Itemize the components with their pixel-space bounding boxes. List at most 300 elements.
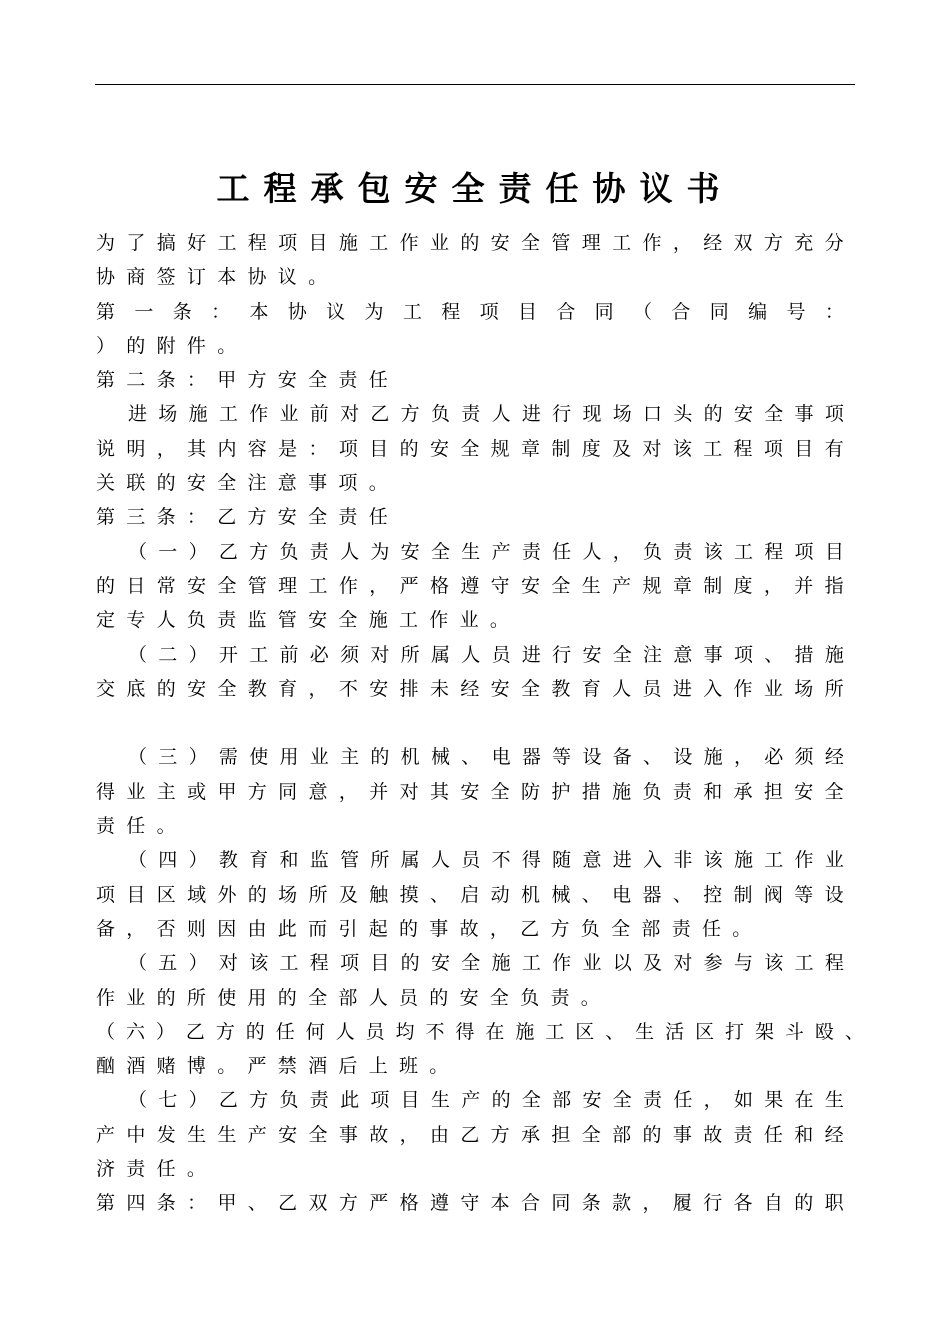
glyph: 、 <box>764 643 784 666</box>
glyph: 对 <box>218 952 238 975</box>
glyph: 各 <box>733 1192 753 1215</box>
glyph: 的 <box>703 403 723 426</box>
glyph: ， <box>399 1123 419 1146</box>
glyph: 进 <box>612 849 632 872</box>
glyph: 机 <box>400 746 420 769</box>
text-run: 责任。 <box>96 815 187 838</box>
glyph: 由 <box>429 1123 449 1146</box>
glyph: 进 <box>521 643 541 666</box>
glyph: 议 <box>326 300 346 323</box>
glyph: 属 <box>430 643 450 666</box>
glyph: 开 <box>218 643 238 666</box>
glyph: ， <box>763 574 783 597</box>
glyph: 项 <box>763 437 783 460</box>
glyph: 条 <box>172 300 192 323</box>
glyph: 、 <box>844 1020 864 1043</box>
glyph: 工 <box>249 643 269 666</box>
glyph: 属 <box>400 849 420 872</box>
section-heading <box>96 363 856 397</box>
glyph: 注 <box>643 643 663 666</box>
glyph: 设 <box>582 746 602 769</box>
text-run: 第三条：乙方安全责任 <box>96 506 400 529</box>
glyph: 使 <box>249 746 269 769</box>
glyph: 制 <box>703 574 723 597</box>
glyph: 并 <box>369 780 389 803</box>
glyph: 规 <box>490 437 510 460</box>
glyph: 协 <box>287 300 307 323</box>
glyph: 的 <box>370 746 390 769</box>
glyph: （ <box>128 1089 148 1112</box>
glyph: 电 <box>612 883 632 906</box>
glyph: 担 <box>551 1123 571 1146</box>
glyph: 与 <box>733 952 753 975</box>
glyph: 方 <box>763 232 783 254</box>
glyph: 人 <box>335 1020 355 1043</box>
glyph: 、 <box>429 883 449 906</box>
glyph: 中 <box>126 1123 146 1146</box>
justified-text <box>96 226 844 260</box>
glyph: 容 <box>247 437 267 460</box>
glyph: 安 <box>187 677 207 700</box>
glyph: 任 <box>763 1123 783 1146</box>
glyph: 均 <box>395 1020 415 1043</box>
glyph: 乙 <box>218 1089 238 1112</box>
glyph: 事 <box>794 403 814 426</box>
glyph: 业 <box>763 677 783 700</box>
glyph: 施 <box>824 643 844 666</box>
glyph: 管 <box>247 574 267 597</box>
glyph: ， <box>369 574 389 597</box>
glyph: 号 <box>786 300 806 323</box>
text-line <box>96 672 856 706</box>
glyph: 工 <box>218 403 238 426</box>
glyph: 项 <box>370 1089 390 1112</box>
glyph: 全 <box>217 574 237 597</box>
glyph: （ <box>128 849 148 872</box>
glyph: 常 <box>156 574 176 597</box>
glyph: 的 <box>400 952 420 975</box>
glyph: 全 <box>490 780 510 803</box>
glyph: 人 <box>491 403 511 426</box>
glyph: 安 <box>429 437 449 460</box>
glyph: 工 <box>764 849 784 872</box>
glyph: 员 <box>461 849 481 872</box>
glyph: 未 <box>429 677 449 700</box>
glyph: 乙 <box>460 1123 480 1146</box>
glyph: 打 <box>725 1020 745 1043</box>
glyph: 同 <box>594 300 614 323</box>
glyph: 目 <box>369 437 389 460</box>
glyph: 项 <box>278 232 298 254</box>
glyph: 和 <box>279 849 299 872</box>
glyph: 须 <box>340 643 360 666</box>
glyph: 合 <box>521 1192 541 1215</box>
glyph: 教 <box>247 677 267 700</box>
glyph: 程 <box>309 952 329 975</box>
glyph: 说 <box>96 437 116 460</box>
glyph: 生 <box>217 1123 237 1146</box>
glyph: 产 <box>491 540 511 563</box>
glyph: 安 <box>582 643 602 666</box>
glyph: 三 <box>158 746 178 769</box>
glyph: 项 <box>824 403 844 426</box>
glyph: 为 <box>96 232 116 254</box>
justified-text <box>96 878 844 912</box>
glyph: 七 <box>158 1089 178 1112</box>
glyph: 编 <box>748 300 768 323</box>
glyph: 果 <box>764 1089 784 1112</box>
text-run: 酗酒赌博。严禁酒后上班。 <box>96 1055 460 1078</box>
glyph: 任 <box>673 1089 693 1112</box>
glyph: ： <box>824 300 844 323</box>
glyph: 该 <box>703 540 723 563</box>
glyph: 所 <box>308 883 328 906</box>
glyph: 摸 <box>399 883 419 906</box>
glyph: 产 <box>247 1123 267 1146</box>
glyph: 项 <box>479 300 499 323</box>
text-line <box>96 1049 856 1083</box>
glyph: 负 <box>279 540 299 563</box>
glyph: 参 <box>703 952 723 975</box>
glyph: 安 <box>490 232 510 254</box>
glyph: 防 <box>521 780 541 803</box>
glyph: 理 <box>581 232 601 254</box>
glyph: 程 <box>824 952 844 975</box>
glyph: 充 <box>794 232 814 254</box>
glyph: 章 <box>521 437 541 460</box>
glyph: 承 <box>521 1123 541 1146</box>
glyph: 区 <box>575 1020 595 1043</box>
glyph: 的 <box>247 883 267 906</box>
glyph: 第 <box>96 1192 116 1215</box>
glyph: 守 <box>460 1192 480 1215</box>
glyph: 负 <box>279 1089 299 1112</box>
text-line <box>96 1015 864 1049</box>
glyph: 或 <box>187 780 207 803</box>
glyph: 目 <box>126 883 146 906</box>
glyph: 进 <box>521 403 541 426</box>
glyph: 全 <box>581 1123 601 1146</box>
glyph: 合 <box>556 300 576 323</box>
glyph: ， <box>672 232 692 254</box>
glyph: 需 <box>218 746 238 769</box>
glyph: 履 <box>672 1192 692 1215</box>
glyph: 事 <box>338 1123 358 1146</box>
glyph: 其 <box>187 437 207 460</box>
glyph: 进 <box>128 403 148 426</box>
glyph: 员 <box>491 643 511 666</box>
glyph: 用 <box>279 746 299 769</box>
justified-text <box>128 740 844 774</box>
text-line <box>96 946 856 980</box>
glyph: 任 <box>552 540 572 563</box>
justified-text <box>96 1186 844 1220</box>
glyph: 工 <box>279 952 299 975</box>
glyph: 必 <box>309 643 329 666</box>
glyph: ： <box>308 437 328 460</box>
blank-line <box>96 706 856 740</box>
glyph: 、 <box>605 1020 625 1043</box>
glyph: 事 <box>672 1123 692 1146</box>
glyph: ） <box>188 1089 208 1112</box>
glyph: 育 <box>249 849 269 872</box>
glyph: 意 <box>582 849 602 872</box>
text-line <box>96 226 856 260</box>
glyph: 所 <box>824 677 844 700</box>
glyph: ， <box>156 437 176 460</box>
glyph: 业 <box>429 232 449 254</box>
text-run: 备，否则因由此而引起的事故，乙方负全部责任。 <box>96 917 763 940</box>
glyph: 头 <box>673 403 693 426</box>
glyph: 好 <box>187 232 207 254</box>
glyph: 目 <box>824 540 844 563</box>
glyph: 程 <box>764 540 784 563</box>
glyph: 业 <box>582 952 602 975</box>
glyph: 度 <box>581 437 601 460</box>
glyph: 所 <box>400 643 420 666</box>
text-line <box>96 981 856 1015</box>
glyph: 、 <box>581 883 601 906</box>
glyph: 场 <box>794 677 814 700</box>
glyph: 款 <box>612 1192 632 1215</box>
glyph: 交 <box>96 677 116 700</box>
glyph: 教 <box>218 849 238 872</box>
glyph: 场 <box>278 883 298 906</box>
glyph: 械 <box>430 746 450 769</box>
glyph: ， <box>338 780 358 803</box>
glyph: 员 <box>642 677 662 700</box>
glyph: 安 <box>582 1089 602 1112</box>
glyph: 电 <box>491 746 511 769</box>
glyph: 及 <box>643 952 663 975</box>
glyph: 生 <box>430 1089 450 1112</box>
glyph: 的 <box>399 437 419 460</box>
text-line <box>96 260 856 294</box>
glyph: 工 <box>217 232 237 254</box>
glyph: 作 <box>794 849 814 872</box>
text-line <box>96 775 856 809</box>
text-line <box>96 1152 856 1186</box>
glyph: 经 <box>703 232 723 254</box>
glyph: 安 <box>430 952 450 975</box>
glyph: 殴 <box>814 1020 834 1043</box>
glyph: 方 <box>400 403 420 426</box>
glyph: 外 <box>217 883 237 906</box>
glyph: 工 <box>369 232 389 254</box>
glyph: 进 <box>672 677 692 700</box>
glyph: ， <box>308 677 328 700</box>
glyph: 工 <box>733 540 753 563</box>
glyph: 合 <box>671 300 691 323</box>
glyph: 在 <box>485 1020 505 1043</box>
glyph: 责 <box>461 403 481 426</box>
glyph: 条 <box>581 1192 601 1215</box>
glyph: 制 <box>733 883 753 906</box>
glyph: 方 <box>215 1020 235 1043</box>
glyph: 方 <box>490 1123 510 1146</box>
glyph: 不 <box>491 849 511 872</box>
glyph: 入 <box>643 849 663 872</box>
glyph: 安 <box>521 574 541 597</box>
glyph: 负 <box>643 540 663 563</box>
justified-text <box>96 672 844 706</box>
glyph: 的 <box>460 232 480 254</box>
glyph: 对 <box>399 780 419 803</box>
text-line <box>96 329 856 363</box>
text-line <box>96 569 856 603</box>
glyph: 业 <box>309 746 329 769</box>
glyph: 经 <box>824 1123 844 1146</box>
glyph: ） <box>155 1020 175 1043</box>
glyph: 目 <box>794 437 814 460</box>
glyph: 五 <box>158 952 178 975</box>
glyph: 规 <box>642 574 662 597</box>
justified-text <box>96 295 844 329</box>
glyph: 施 <box>612 780 632 803</box>
glyph: ： <box>187 1192 207 1215</box>
glyph: 为 <box>370 540 390 563</box>
glyph: 作 <box>642 232 662 254</box>
glyph: 责 <box>309 1089 329 1112</box>
glyph: 六 <box>125 1020 145 1043</box>
glyph: 排 <box>399 677 419 700</box>
glyph: 育 <box>278 677 298 700</box>
text-run: ）的附件。 <box>96 334 248 357</box>
glyph: 甲 <box>217 780 237 803</box>
glyph: 不 <box>425 1020 445 1043</box>
glyph: 设 <box>673 746 693 769</box>
document-body <box>96 226 864 1221</box>
justified-text <box>128 535 844 569</box>
glyph: ， <box>612 540 632 563</box>
glyph: 前 <box>309 403 329 426</box>
glyph: 全 <box>430 540 450 563</box>
glyph: 项 <box>338 437 358 460</box>
glyph: 如 <box>733 1089 753 1112</box>
text-line <box>96 1083 856 1117</box>
text-run: 协商签订本协议。 <box>96 266 339 289</box>
glyph: 全 <box>824 780 844 803</box>
glyph: 护 <box>551 780 571 803</box>
glyph: 目 <box>400 1089 420 1112</box>
text-line <box>96 878 856 912</box>
glyph: 格 <box>399 1192 419 1215</box>
glyph: 行 <box>552 403 572 426</box>
glyph: 器 <box>642 883 662 906</box>
glyph: 本 <box>490 1192 510 1215</box>
justified-text <box>96 775 844 809</box>
glyph: ） <box>188 643 208 666</box>
glyph: 域 <box>187 883 207 906</box>
glyph: 全 <box>612 643 632 666</box>
glyph: 场 <box>612 403 632 426</box>
glyph: 的 <box>642 1123 662 1146</box>
glyph: 度 <box>733 574 753 597</box>
glyph: 搞 <box>156 232 176 254</box>
glyph: 全 <box>308 1123 328 1146</box>
glyph: 主 <box>156 780 176 803</box>
glyph: 乙 <box>278 1192 298 1215</box>
justified-text <box>128 638 844 672</box>
glyph: 乙 <box>218 540 238 563</box>
glyph: 四 <box>158 849 178 872</box>
glyph: 及 <box>612 437 632 460</box>
text-line <box>96 740 856 774</box>
glyph: 全 <box>460 437 480 460</box>
glyph: 该 <box>249 952 269 975</box>
glyph: 口 <box>643 403 663 426</box>
text-run: 定专人负责监管安全施工作业。 <box>96 609 521 632</box>
glyph: 控 <box>703 883 723 906</box>
glyph: 遵 <box>460 574 480 597</box>
justified-text <box>128 946 844 980</box>
glyph: 现 <box>582 403 602 426</box>
glyph: 明 <box>126 437 146 460</box>
glyph: 施 <box>515 1020 535 1043</box>
glyph: 承 <box>733 780 753 803</box>
glyph: 严 <box>369 1192 389 1215</box>
glyph: 措 <box>581 780 601 803</box>
glyph: 得 <box>455 1020 475 1043</box>
glyph: 动 <box>490 883 510 906</box>
justified-text <box>96 1015 864 1049</box>
text-line <box>96 912 856 946</box>
glyph: 机 <box>521 883 541 906</box>
glyph: 工 <box>521 952 541 975</box>
justified-text <box>96 569 844 603</box>
glyph: 作 <box>249 403 269 426</box>
glyph: 生 <box>461 540 481 563</box>
glyph: ） <box>188 952 208 975</box>
glyph: 责 <box>521 540 541 563</box>
justified-text <box>128 1083 844 1117</box>
glyph: 所 <box>370 849 390 872</box>
header-rule <box>95 84 855 85</box>
glyph: （ <box>633 300 653 323</box>
glyph: 此 <box>340 1089 360 1112</box>
glyph: 责 <box>673 540 693 563</box>
glyph: 有 <box>824 437 844 460</box>
glyph: 、 <box>672 883 692 906</box>
text-line <box>96 466 856 500</box>
glyph: 意 <box>308 780 328 803</box>
glyph: 底 <box>126 677 146 700</box>
text-line <box>96 603 856 637</box>
glyph: 负 <box>642 780 662 803</box>
glyph: 方 <box>338 1192 358 1215</box>
glyph: ） <box>188 746 208 769</box>
glyph: 产 <box>461 1089 481 1112</box>
glyph: 部 <box>612 1123 632 1146</box>
glyph: 员 <box>365 1020 385 1043</box>
glyph: 分 <box>824 232 844 254</box>
glyph: 作 <box>338 574 358 597</box>
glyph: 场 <box>158 403 178 426</box>
glyph: 四 <box>126 1192 146 1215</box>
glyph: 斗 <box>784 1020 804 1043</box>
section-heading <box>96 1186 856 1220</box>
glyph: 行 <box>703 1192 723 1215</box>
glyph: 生 <box>581 574 601 597</box>
glyph: 双 <box>308 1192 328 1215</box>
glyph: 对 <box>370 643 390 666</box>
glyph: 乙 <box>185 1020 205 1043</box>
glyph: 人 <box>340 540 360 563</box>
glyph: 职 <box>824 1192 844 1215</box>
glyph: 备 <box>612 746 632 769</box>
glyph: 甲 <box>217 1192 237 1215</box>
glyph: 目 <box>308 232 328 254</box>
